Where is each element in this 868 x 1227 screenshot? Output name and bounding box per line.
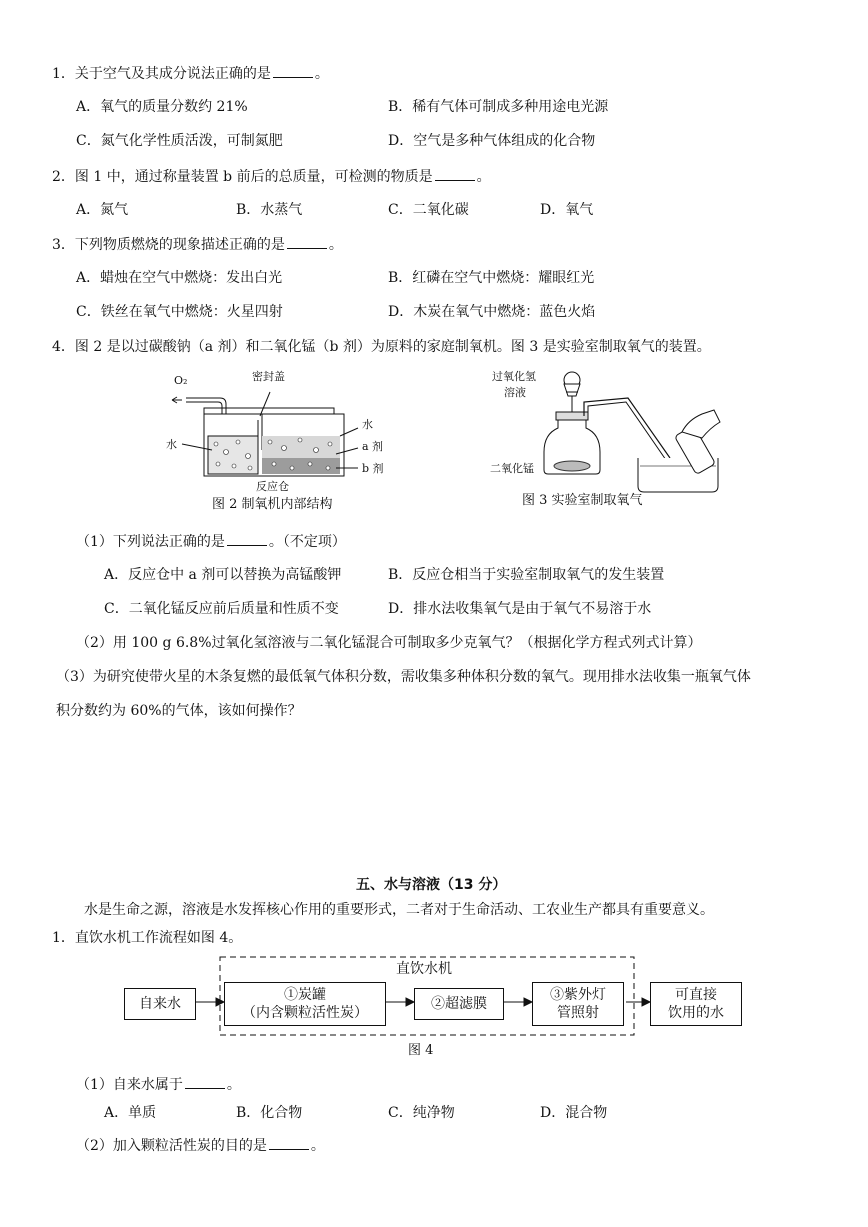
a-agent-label: a 剂 bbox=[362, 440, 384, 453]
arrow-left-icon bbox=[172, 397, 182, 403]
q2-stem-end: 。 bbox=[476, 169, 491, 185]
figure-3 bbox=[488, 362, 728, 512]
q3-option-b: B．红磷在空气中燃烧：耀眼红光 bbox=[388, 270, 595, 286]
s5-part1-stem bbox=[76, 1075, 241, 1094]
h2o2-label-2: 溶液 bbox=[504, 386, 526, 399]
q4-part1-option-c: C．二氧化锰反应前后质量和性质不变 bbox=[104, 601, 339, 617]
s5-part2-end: 。 bbox=[310, 1138, 325, 1154]
chamber-label: 反应仓 bbox=[256, 480, 289, 493]
s5-part1-option-a: A．单质 bbox=[104, 1105, 157, 1121]
q4-part3-line1: （3）为研究使带火星的木条复燃的最低氧气体积分数，需收集多种体积分数的氧气。现用排水法收集一瓶氧气体 bbox=[56, 669, 751, 685]
q4-part1-option-a: A．反应仓中 a 剂可以替换为高锰酸钾 bbox=[104, 567, 342, 583]
section-5-title: 五、水与溶液（13 分） bbox=[356, 877, 507, 893]
s5-part2-text: （2）加入颗粒活性炭的目的是 bbox=[76, 1138, 267, 1154]
carbon-tank-box bbox=[224, 982, 386, 1026]
b-agent-label: b 剂 bbox=[362, 462, 384, 475]
figure-4 bbox=[120, 954, 750, 1064]
q3-option-a: A．蜡烛在空气中燃烧：发出白光 bbox=[76, 270, 283, 286]
q4-part1-option-b: B．反应仓相当于实验室制取氧气的发生装置 bbox=[388, 567, 665, 583]
s5-part1-option-d: D．混合物 bbox=[540, 1105, 608, 1121]
answer-blank[interactable] bbox=[185, 1075, 225, 1089]
carbon-tank-detail: （内含颗粒活性炭） bbox=[242, 1005, 368, 1021]
stopper bbox=[556, 412, 588, 420]
q4-part1-stem bbox=[76, 532, 346, 551]
q3-stem-text: 3．下列物质燃烧的现象描述正确的是 bbox=[52, 237, 285, 253]
q1-option-d: D．空气是多种气体组成的化合物 bbox=[388, 133, 596, 149]
q4-part1-text: （1）下列说法正确的是 bbox=[76, 534, 225, 550]
tap-water-box bbox=[124, 988, 196, 1020]
q3-option-d: D．木炭在氧气中燃烧：蓝色火焰 bbox=[388, 304, 596, 320]
h2o2-label-1: 过氧化氢 bbox=[492, 370, 536, 383]
drinkable-water-label-1: 可直接 bbox=[675, 987, 717, 1003]
q1-option-b: B．稀有气体可制成多种用途电光源 bbox=[388, 99, 609, 115]
q2-option-b: B．水蒸气 bbox=[236, 202, 303, 218]
drinkable-water-box bbox=[650, 982, 742, 1026]
s5-part1-text: （1）自来水属于 bbox=[76, 1077, 183, 1093]
answer-blank[interactable] bbox=[435, 167, 475, 181]
tap-water-label: 自来水 bbox=[139, 996, 181, 1012]
s5-part1-option-b: B．化合物 bbox=[236, 1105, 303, 1121]
sealed-lid bbox=[204, 408, 334, 414]
carbon-tank-label: ①炭罐 bbox=[284, 987, 326, 1003]
q3-option-c: C．铁丝在氧气中燃烧：火星四射 bbox=[76, 304, 283, 320]
figure-2-caption: 图 2 制氧机内部结构 bbox=[212, 497, 333, 512]
answer-blank[interactable] bbox=[273, 64, 313, 78]
answer-blank[interactable] bbox=[269, 1136, 309, 1150]
q3-stem bbox=[52, 235, 343, 254]
lid-label: 密封盖 bbox=[252, 370, 285, 383]
answer-blank[interactable] bbox=[227, 532, 267, 546]
s5-part1-option-c: C．纯净物 bbox=[388, 1105, 455, 1121]
q2-option-c: C．二氧化碳 bbox=[388, 202, 469, 218]
uv-lamp-box bbox=[532, 982, 624, 1026]
s5-part1-end: 。 bbox=[226, 1077, 241, 1093]
drinkable-water-label-2: 饮用的水 bbox=[668, 1005, 724, 1021]
ultrafiltration-label: ②超滤膜 bbox=[431, 996, 487, 1012]
section-5-intro: 水是生命之源，溶液是水发挥核心作用的重要形式，二者对于生命活动、工农业生产都具有重要意义。 bbox=[84, 902, 714, 918]
figure-4-caption: 图 4 bbox=[408, 1043, 434, 1058]
q4-part1-end: 。（不定项） bbox=[268, 534, 346, 550]
q3-stem-end: 。 bbox=[328, 237, 343, 253]
ultrafiltration-box bbox=[414, 988, 504, 1020]
q1-option-a: A．氧气的质量分数约 21% bbox=[76, 99, 248, 115]
q4-part2: （2）用 100 g 6.8%过氧化氢溶液与二氧化锰混合可制取多少克氧气？（根据化学方程式列式计算） bbox=[76, 635, 702, 651]
q1-stem-text: 1．关于空气及其成分说法正确的是 bbox=[52, 66, 271, 82]
s5-part2-stem bbox=[76, 1136, 325, 1155]
water-label-right: 水 bbox=[362, 418, 373, 431]
q1-stem-end: 。 bbox=[314, 66, 329, 82]
o2-label: O₂ bbox=[174, 374, 188, 387]
figure-2 bbox=[160, 368, 400, 518]
water-label-left: 水 bbox=[166, 438, 177, 451]
figure-3-caption: 图 3 实验室制取氧气 bbox=[522, 493, 643, 508]
q2-stem-text: 2．图 1 中，通过称量装置 b 前后的总质量，可检测的物质是 bbox=[52, 169, 433, 185]
mno2-label: 二氧化锰 bbox=[490, 462, 534, 475]
group-label: 直饮水机 bbox=[396, 961, 452, 977]
q2-stem bbox=[52, 167, 491, 186]
q2-option-d: D．氧气 bbox=[540, 202, 594, 218]
mno2-solid bbox=[554, 461, 590, 471]
q4-part1-option-d: D．排水法收集氧气是由于氧气不易溶于水 bbox=[388, 601, 652, 617]
uv-lamp-label-2: 管照射 bbox=[557, 1005, 599, 1021]
q4-stem: 4．图 2 是以过碳酸钠（a 剂）和二氧化锰（b 剂）为原料的家庭制氧机。图 3 是实验室制取氧气的装置。 bbox=[52, 339, 711, 355]
q1-stem bbox=[52, 64, 329, 83]
hand bbox=[682, 410, 720, 438]
q1-option-c: C．氮气化学性质活泼，可制氮肥 bbox=[76, 133, 283, 149]
uv-lamp-label-1: ③紫外灯 bbox=[550, 987, 606, 1003]
section-5-q1-stem: 1．直饮水机工作流程如图 4。 bbox=[52, 930, 243, 946]
q2-option-a: A．氮气 bbox=[76, 202, 129, 218]
answer-blank[interactable] bbox=[287, 235, 327, 249]
q4-part3-line2: 积分数约为 60%的气体，该如何操作？ bbox=[56, 703, 302, 719]
